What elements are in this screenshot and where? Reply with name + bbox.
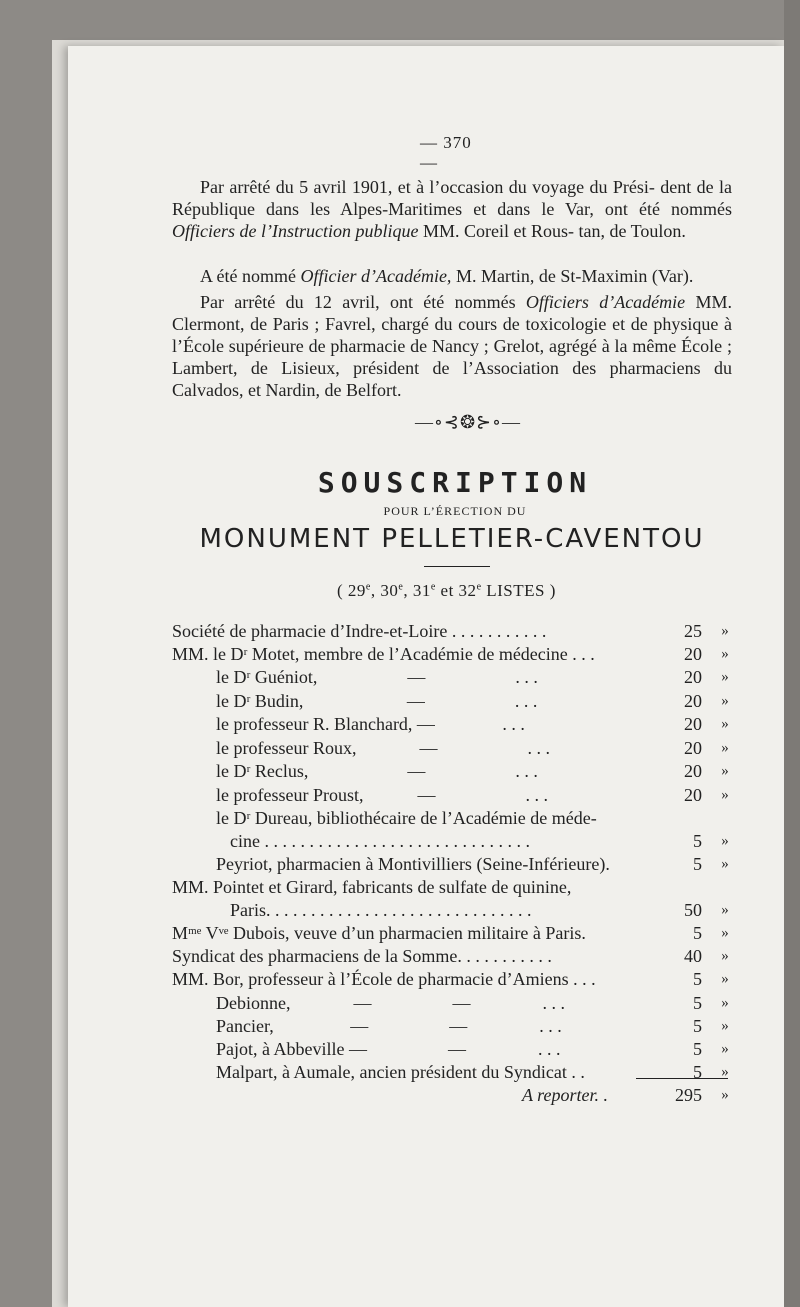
lists-sup3: e	[430, 581, 436, 593]
subscriber-name: MM. Bor, professeur à l’École de pharmacie d’Amiens . . .	[172, 969, 596, 989]
currency-unit: »	[721, 833, 729, 849]
lists-mid2: , 31	[403, 581, 431, 600]
subscription-row	[172, 760, 742, 782]
subscriber-name: le professeur Roux, — . . .	[216, 738, 550, 758]
currency-unit: »	[721, 646, 729, 662]
subscription-amount: 5	[693, 854, 702, 874]
para2-post: M. Martin, de St-Maximin (Var).	[451, 266, 694, 286]
subscriber-name: Société de pharmacie d’Indre-et-Loire . . . . . . . . . . .	[172, 621, 547, 641]
subscriber-name: Pancier, — — . . .	[216, 1016, 562, 1036]
subscription-amount: 50	[684, 900, 702, 920]
total-unit: »	[721, 1087, 729, 1103]
subscription-row	[172, 690, 742, 712]
currency-unit: »	[721, 763, 729, 779]
heading-souscription: SOUSCRIPTION	[317, 466, 593, 499]
currency-unit: »	[721, 740, 729, 756]
subscriber-name: le professeur Proust, — . . .	[216, 785, 548, 805]
para1-line2: dent de la République dans les Alpes-Maritimes et dans le Var, ont	[172, 177, 733, 219]
subscription-amount: 40	[684, 946, 702, 966]
subscription-row	[172, 968, 742, 990]
para1-line3b: MM. Coreil et Rous-	[418, 221, 574, 241]
para1-line3-italic: Officiers de l’Instruction publique	[172, 221, 419, 241]
subscription-row	[172, 713, 742, 735]
para1-line1: Par arrêté du 5 avril 1901, et à l’occasion du voyage du Prési-	[200, 177, 655, 197]
subscription-amount: 20	[684, 714, 702, 734]
subscription-row	[172, 784, 742, 806]
subscription-row	[172, 643, 742, 665]
lists-sup2: e	[398, 581, 404, 593]
total-row	[172, 1084, 742, 1106]
subscriber-name: Pajot, à Abbeville — — . . .	[216, 1039, 561, 1059]
currency-unit: »	[721, 1064, 729, 1080]
subscriber-name: cine . . . . . . . . . . . . . . . . . . . . . . . . . . . . . .	[230, 831, 530, 851]
currency-unit: »	[721, 1018, 729, 1034]
subscriber-name: Malpart, à Aumale, ancien président du Syndicat . .	[216, 1062, 585, 1082]
subscription-amount: 5	[693, 969, 702, 989]
subscription-row	[172, 922, 742, 944]
subscriber-name: Syndicat des pharmaciens de la Somme. . . . . . . . . . .	[172, 946, 552, 966]
lists-sup4: e	[476, 581, 482, 593]
subscriber-name: le Dʳ Guéniot, — . . .	[216, 667, 538, 687]
page-number: — 370 —	[420, 133, 472, 172]
currency-unit: »	[721, 1041, 729, 1057]
subscription-amount: 20	[684, 667, 702, 687]
subscription-amount: 5	[693, 1039, 702, 1059]
subscriber-name: le professeur R. Blanchard, — . . .	[216, 714, 525, 734]
subscription-amount: 5	[693, 1062, 702, 1082]
subscription-row	[172, 1015, 742, 1037]
subscription-row	[172, 1061, 742, 1083]
currency-unit: »	[721, 787, 729, 803]
lists-post: LISTES )	[481, 581, 556, 600]
currency-unit: »	[721, 693, 729, 709]
sum-rule	[636, 1078, 728, 1079]
currency-unit: »	[721, 902, 729, 918]
subscription-row	[172, 737, 742, 759]
lists-sup1: e	[365, 581, 371, 593]
paragraph-martin	[172, 265, 732, 287]
subscriber-name: Debionne, — — . . .	[216, 993, 565, 1013]
paragraph-decree-1901	[172, 176, 732, 242]
currency-unit: »	[721, 971, 729, 987]
subscriber-name: le Dʳ Budin, — . . .	[216, 691, 538, 711]
subscription-amount: 20	[684, 644, 702, 664]
subscription-row	[172, 666, 742, 688]
heading-rule	[424, 566, 490, 567]
lists-mid1: , 30	[370, 581, 399, 600]
para1-line3a: été nommés	[638, 199, 733, 219]
lists-pre: ( 29	[337, 581, 366, 600]
subscription-row	[172, 1038, 742, 1060]
para3-italic: Officiers d’Académie	[525, 292, 686, 312]
subscriber-name: le Dʳ Reclus, — . . .	[216, 761, 538, 781]
para2-pre: A été nommé	[200, 266, 301, 286]
subscriber-name: le Dʳ Dureau, bibliothécaire de l’Académie de méde-	[216, 808, 597, 828]
subscription-amount: 20	[684, 738, 702, 758]
para3-rest: MM. Clermont, de Paris ; Favrel, chargé du cours de toxicologie et de physique à l’École supérieure de pharmacie de Nancy ; Grelot, agrégé à la même École ; Lambert, de Lisieux, président de l’Association des pharmaciens du Calvados, et Nardin, de Belfort.	[172, 292, 732, 400]
total-amount: 295	[675, 1085, 702, 1105]
para2-italic: Officier d’Académie,	[300, 266, 452, 286]
subscription-amount: 25	[684, 621, 702, 641]
subscriber-name: MM. le Dʳ Motet, membre de l’Académie de médecine . . .	[172, 644, 595, 664]
subscription-amount: 5	[693, 831, 702, 851]
subscriber-name: Paris. . . . . . . . . . . . . . . . . . . . . . . . . . . . . .	[230, 900, 532, 920]
subscription-row	[172, 807, 742, 829]
page-edge	[784, 0, 800, 1307]
subscription-amount: 20	[684, 761, 702, 781]
subscription-amount: 20	[684, 691, 702, 711]
currency-unit: »	[721, 925, 729, 941]
subscription-row	[172, 899, 742, 921]
para3-pre: Par arrêté du 12 avril, ont été nommés	[200, 292, 526, 312]
heading-subtitle: POUR L’ÉRECTION DU	[383, 504, 527, 518]
subscription-row	[172, 992, 742, 1014]
subscription-row	[172, 876, 742, 898]
subscription-amount: 5	[693, 923, 702, 943]
subscription-amount: 5	[693, 1016, 702, 1036]
subscriber-name: MM. Pointet et Girard, fabricants de sulfate de quinine,	[172, 877, 572, 897]
currency-unit: »	[721, 716, 729, 732]
subscription-row	[172, 830, 742, 852]
subscriber-name: Mᵐᵉ Vᵛᵉ Dubois, veuve d’un pharmacien militaire à Paris.	[172, 923, 586, 943]
lists-mid3: et 32	[435, 581, 477, 600]
heading-monument: MONUMENT PELLETIER-CAVENTOU	[199, 524, 705, 554]
subscription-amount: 5	[693, 993, 702, 1013]
lists-label	[337, 581, 587, 601]
subscription-row	[172, 853, 742, 875]
ornament-divider: —∘⊰❂⊱∘—	[415, 412, 521, 432]
total-label: A reporter. .	[522, 1085, 609, 1105]
subscription-amount: 20	[684, 785, 702, 805]
para1-line4: tan, de Toulon.	[578, 221, 686, 241]
subscription-row	[172, 945, 742, 967]
subscriber-name: Peyriot, pharmacien à Montivilliers (Seine-Inférieure).	[216, 854, 610, 874]
currency-unit: »	[721, 995, 729, 1011]
subscription-row	[172, 620, 742, 642]
currency-unit: »	[721, 856, 729, 872]
currency-unit: »	[721, 948, 729, 964]
paragraph-decree-12-avril	[172, 291, 732, 401]
currency-unit: »	[721, 623, 729, 639]
currency-unit: »	[721, 669, 729, 685]
